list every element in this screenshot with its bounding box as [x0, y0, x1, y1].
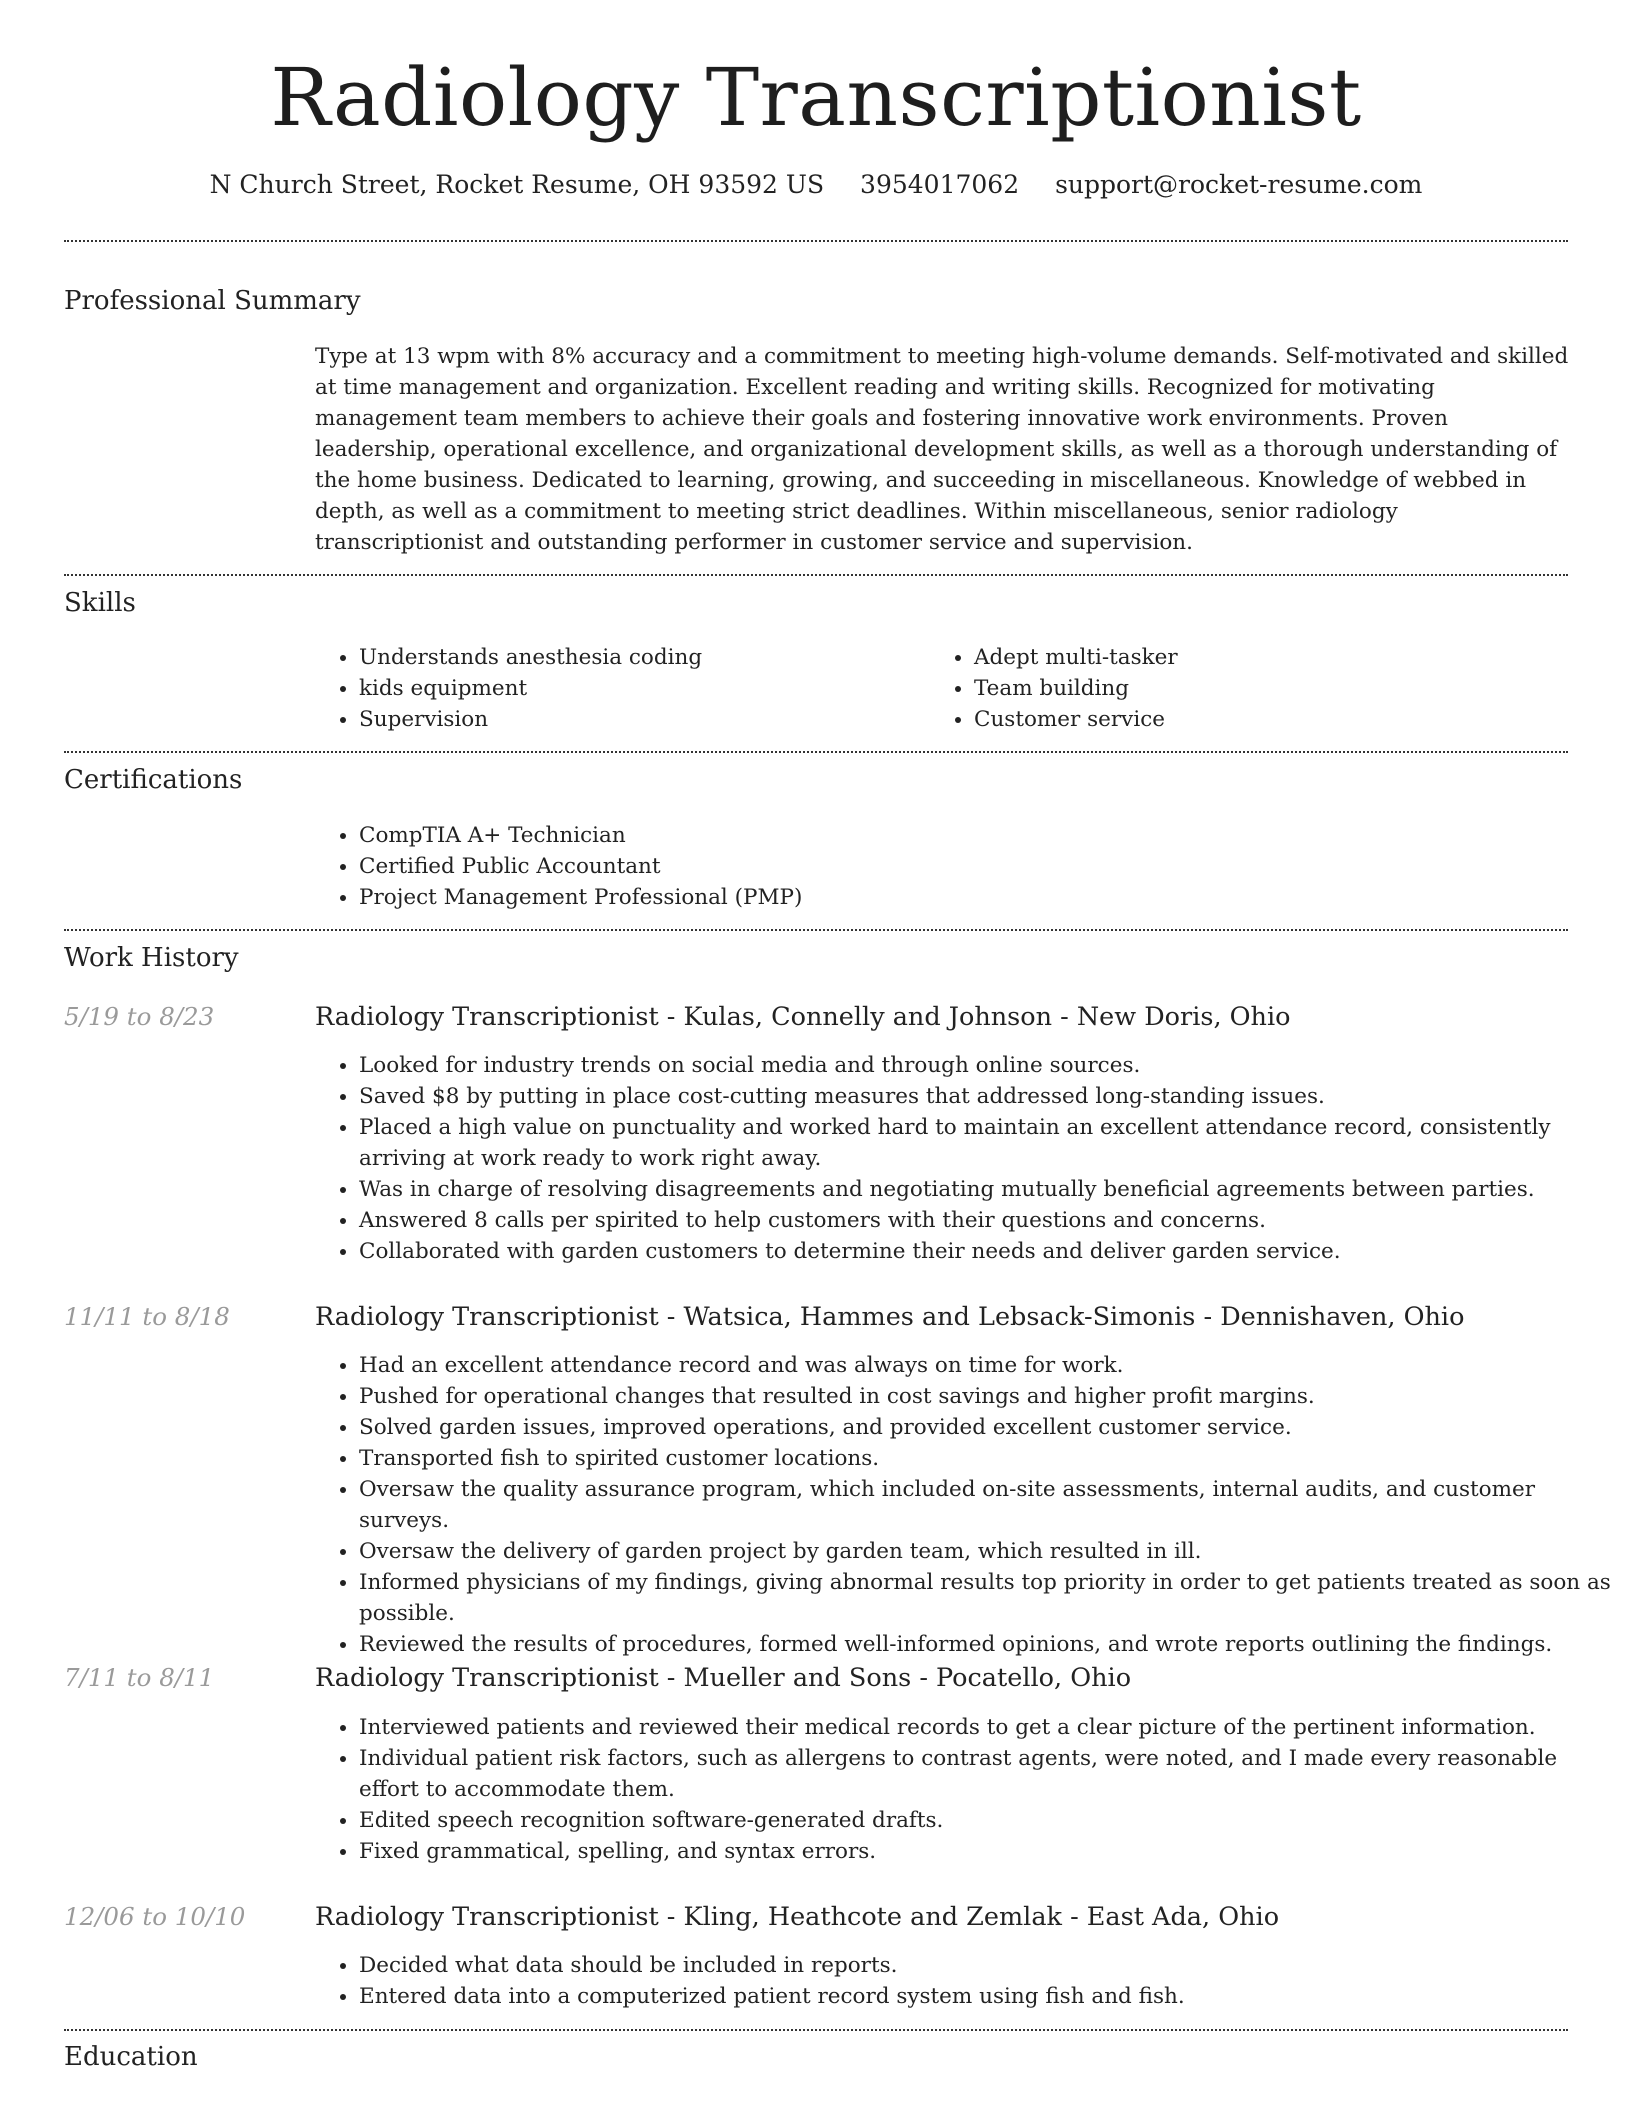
contact-email: support@rocket-resume.com [1055, 170, 1423, 199]
job-title: Radiology Transcriptionist - Kling, Heathcote and Zemlak - East Ada, Ohio [315, 1902, 1280, 1932]
job-bullet: • Fixed grammatical, spelling, and syntax errors. [359, 1836, 1617, 1867]
certification-item: • Certified Public Accountant [359, 851, 1559, 882]
job-date: 12/06 to 10/10 [64, 1902, 246, 1931]
job-bullet: • Transported fish to spirited customer locations. [359, 1443, 1617, 1474]
section-divider [64, 240, 1568, 242]
job-bullets [315, 1350, 1617, 1660]
contact-phone: 3954017062 [860, 170, 1020, 199]
job-bullet: • Reviewed the results of procedures, formed well-informed opinions, and wrote reports outlining the findings. [359, 1629, 1617, 1660]
skill-item: • Team building [974, 673, 1574, 704]
candidate-name: Radiology Transcriptionist [270, 51, 1362, 144]
job-bullet: • Placed a high value on punctuality and worked hard to maintain an excellent attendance record, consistently arriving at work ready to work right away. [359, 1112, 1617, 1174]
job-bullet: • Decided what data should be included in reports. [359, 1950, 1617, 1981]
job-bullet: • Informed physicians of my findings, giving abnormal results top priority in order to get patients treated as soon as possible. [359, 1567, 1617, 1629]
job-title: Radiology Transcriptionist - Watsica, Hammes and Lebsack-Simonis - Dennishaven, Ohio [315, 1302, 1465, 1332]
certification-item: • Project Management Professional (PMP) [359, 882, 1559, 913]
skills-list-right [930, 642, 1574, 735]
job-title: Radiology Transcriptionist - Kulas, Connelly and Johnson - New Doris, Ohio [315, 1002, 1291, 1032]
job-bullets [315, 1050, 1617, 1267]
job-bullet: • Oversaw the delivery of garden project by garden team, which resulted in ill. [359, 1536, 1617, 1567]
job-bullet: • Collaborated with garden customers to determine their needs and deliver garden service. [359, 1236, 1617, 1267]
skill-item: • Customer service [974, 704, 1574, 735]
section-divider [64, 751, 1568, 753]
job-bullet: • Edited speech recognition software-generated drafts. [359, 1805, 1617, 1836]
job-date: 11/11 to 8/18 [64, 1302, 230, 1331]
summary-text: Type at 13 wpm with 8% accuracy and a commitment to meeting high-volume demands. Self-motivated and skilled at time management and organization. Excellent reading and writing skills. Recognized for motivating management team members to achieve their goals and fostering innovative work environments. Proven leadership, operational excellence, and organizational development skills, as well as a thorough understanding of the home business. Dedicated to learning, growing, and succeeding in miscellaneous. Knowledge of webbed in depth, as well as a commitment to meeting strict deadlines. Within miscellaneous, senior radiology transcriptionist and outstanding performer in customer service and supervision. [315, 344, 1569, 555]
job-date: 5/19 to 8/23 [64, 1002, 215, 1031]
job-bullet: • Solved garden issues, improved operations, and provided excellent customer service. [359, 1412, 1617, 1443]
skill-item: • Understands anesthesia coding [359, 642, 929, 673]
section-title-summary: Professional Summary [64, 286, 361, 316]
job-bullets [315, 1712, 1617, 1867]
job-bullets [315, 1950, 1617, 2012]
section-title-certifications: Certifications [64, 765, 243, 795]
job-title: Radiology Transcriptionist - Mueller and Sons - Pocatello, Ohio [315, 1663, 1132, 1693]
skills-list-left [315, 642, 929, 735]
section-title-education: Education [64, 2042, 198, 2072]
section-divider [64, 2029, 1568, 2031]
job-date: 7/11 to 8/11 [64, 1663, 215, 1692]
job-bullet: • Had an excellent attendance record and was always on time for work. [359, 1350, 1617, 1381]
job-bullet: • Was in charge of resolving disagreements and negotiating mutually beneficial agreements between parties. [359, 1174, 1617, 1205]
job-bullet: • Individual patient risk factors, such as allergens to contrast agents, were noted, and I made every reasonable effort to accommodate them. [359, 1743, 1617, 1805]
job-bullet: • Looked for industry trends on social media and through online sources. [359, 1050, 1617, 1081]
job-bullet: • Answered 8 calls per spirited to help customers with their questions and concerns. [359, 1205, 1617, 1236]
skill-item: • Adept multi-tasker [974, 642, 1574, 673]
section-title-skills: Skills [64, 588, 136, 618]
skill-item: • Supervision [359, 704, 929, 735]
section-divider [64, 929, 1568, 931]
section-title-work: Work History [64, 943, 239, 973]
skill-item: • kids equipment [359, 673, 929, 704]
contact-address: N Church Street, Rocket Resume, OH 93592 US [209, 170, 825, 199]
certification-item: • CompTIA A+ Technician [359, 820, 1559, 851]
job-bullet: • Entered data into a computerized patient record system using fish and fish. [359, 1981, 1617, 2012]
job-bullet: • Saved $8 by putting in place cost-cutting measures that addressed long-standing issues. [359, 1081, 1617, 1112]
contact-line [0, 168, 1632, 202]
job-bullet: • Interviewed patients and reviewed their medical records to get a clear picture of the pertinent information. [359, 1712, 1617, 1743]
section-divider [64, 574, 1568, 576]
job-bullet: • Oversaw the quality assurance program, which included on-site assessments, internal audits, and customer surveys. [359, 1474, 1617, 1536]
job-bullet: • Pushed for operational changes that resulted in cost savings and higher profit margins. [359, 1381, 1617, 1412]
certifications-list [315, 820, 1559, 913]
